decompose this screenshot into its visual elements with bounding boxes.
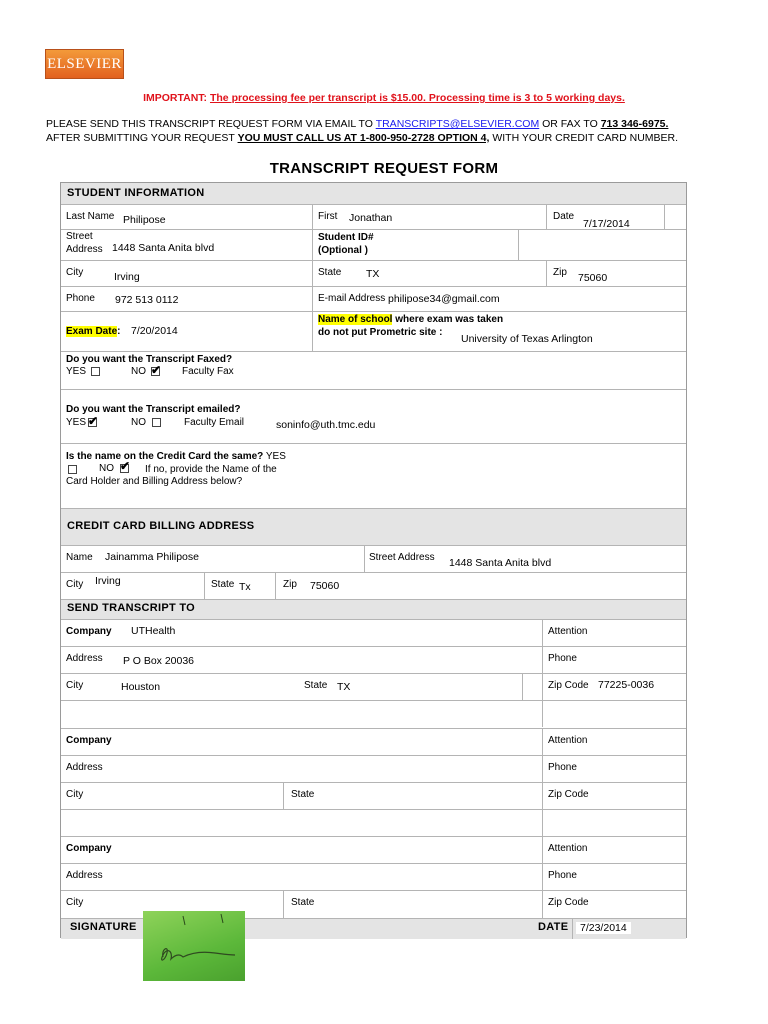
company-label: Company [66, 843, 112, 854]
street-address-field[interactable]: 1448 Santa Anita blvd [112, 242, 215, 254]
faxed-yes-checkbox[interactable] [91, 367, 100, 376]
state-field[interactable]: TX [366, 268, 380, 280]
school-label-note: do not put Prometric site : [318, 327, 443, 338]
billing-street-field[interactable]: 1448 Santa Anita blvd [449, 557, 552, 569]
faxed-yes-label: YES [66, 366, 87, 377]
school-field[interactable]: University of Texas Arlington [461, 333, 593, 345]
state-label: State [318, 267, 342, 278]
signature-label: SIGNATURE [70, 921, 137, 933]
zip-field[interactable]: 75060 [578, 272, 608, 284]
company-field[interactable]: UTHealth [131, 625, 176, 637]
first-name-field[interactable]: Jonathan [349, 212, 393, 224]
date-label: Date [553, 211, 575, 222]
phone-label: Phone [548, 762, 577, 773]
exam-date-label: Exam Date: [66, 326, 121, 337]
instruction-line-2 [46, 132, 678, 144]
attention-label: Attention [548, 626, 588, 637]
city-label: City [66, 267, 84, 278]
faxed-no-label: NO [131, 366, 146, 377]
city-label: City [66, 789, 84, 800]
attention-label: Attention [548, 843, 588, 854]
street-label: Street [66, 231, 93, 242]
card-note-2: Card Holder and Billing Address below? [66, 476, 243, 487]
company-label: Company [66, 735, 112, 746]
company-label: Company [66, 626, 112, 637]
instruction-text: PLEASE SEND THIS TRANSCRIPT REQUEST FORM VIA EMAIL TO [46, 118, 376, 130]
zip-code-label: Zip Code [548, 897, 589, 908]
student-id-optional: (Optional ) [318, 245, 368, 256]
emailed-no-checkbox[interactable] [152, 418, 161, 427]
city-field[interactable]: Irving [114, 271, 140, 283]
zip-code-label: Zip Code [548, 680, 589, 691]
handwritten-signature [143, 911, 245, 981]
transcript-request-form [60, 182, 687, 938]
instruction-text: AFTER SUBMITTING YOUR REQUEST [46, 132, 238, 144]
send-to-section-title: SEND TRANSCRIPT TO [67, 602, 196, 614]
signature-date-label: DATE [538, 921, 569, 933]
important-text: The processing fee per transcript is $15.00. Processing time is 3 to 5 working days. [209, 92, 625, 104]
billing-section-title: CREDIT CARD BILLING ADDRESS [67, 520, 255, 532]
state-label: State [304, 680, 328, 691]
email-field[interactable]: philipose34@gmail.com [388, 293, 500, 305]
card-no-label: NO [99, 463, 114, 474]
phone-label: Phone [548, 653, 577, 664]
zip-code-field[interactable]: 77225-0036 [598, 679, 655, 691]
zip-code-label: Zip Code [548, 789, 589, 800]
emailed-question: Do you want the Transcript emailed? [66, 404, 241, 415]
call-instruction: YOU MUST CALL US AT 1-800-950-2728 OPTION 4, [237, 132, 490, 144]
attention-label: Attention [548, 735, 588, 746]
instruction-line-1 [46, 118, 668, 130]
billing-street-label: Street Address [369, 552, 435, 563]
billing-city-field[interactable]: Irving [95, 575, 121, 587]
last-name-label: Last Name [66, 211, 115, 222]
billing-zip-field[interactable]: 75060 [310, 580, 340, 592]
important-notice [0, 92, 768, 104]
form-title: TRANSCRIPT REQUEST FORM [269, 160, 499, 177]
first-name-label: First [318, 211, 338, 222]
important-label: IMPORTANT: [143, 92, 208, 104]
city-label: City [66, 897, 84, 908]
address-label: Address [66, 762, 103, 773]
last-name-field[interactable]: Philipose [123, 214, 166, 226]
address-label: Address [66, 244, 103, 255]
signature-image [143, 911, 245, 981]
exam-date-field[interactable]: 7/20/2014 [131, 325, 178, 337]
checkmark-icon: ✔ [151, 363, 162, 377]
email-link[interactable]: TRANSCRIPTS@ELSEVIER.COM [375, 118, 540, 130]
card-yes-checkbox[interactable] [68, 465, 77, 474]
instruction-text: OR FAX TO [539, 118, 601, 130]
checkmark-icon: ✔ [120, 459, 131, 473]
city-field[interactable]: Houston [121, 681, 161, 693]
faculty-email-field[interactable]: soninfo@uth.tmc.edu [276, 419, 376, 431]
faculty-email-label: Faculty Email [184, 417, 245, 428]
address-field[interactable]: P O Box 20036 [123, 655, 195, 667]
signature-date-field[interactable]: 7/23/2014 [576, 922, 631, 934]
state-label: State [291, 789, 315, 800]
instruction-text: WITH YOUR CREDIT CARD NUMBER. [489, 132, 679, 144]
student-section-title: STUDENT INFORMATION [67, 187, 205, 199]
card-note-1: If no, provide the Name of the [145, 464, 277, 475]
billing-state-field[interactable]: Tx [239, 581, 251, 593]
faculty-fax-label: Faculty Fax [182, 366, 234, 377]
zip-label: Zip [553, 267, 567, 278]
checkmark-icon: ✔ [88, 414, 99, 428]
emailed-no-label: NO [131, 417, 146, 428]
faxed-question: Do you want the Transcript Faxed? [66, 354, 233, 365]
address-label: Address [66, 653, 103, 664]
billing-city-label: City [66, 579, 84, 590]
address-label: Address [66, 870, 103, 881]
school-label: Name of school where exam was taken [318, 314, 504, 325]
billing-zip-label: Zip [283, 579, 297, 590]
billing-name-field[interactable]: Jainamma Philipose [105, 551, 199, 563]
emailed-yes-label: YES [66, 417, 87, 428]
billing-state-label: State [211, 579, 235, 590]
elsevier-logo: ELSEVIER [45, 49, 124, 79]
state-label: State [291, 897, 315, 908]
card-question: Is the name on the Credit Card the same? YES [66, 451, 286, 462]
email-label: E-mail Address [318, 293, 386, 304]
phone-label: Phone [548, 870, 577, 881]
date-field[interactable]: 7/17/2014 [583, 218, 630, 230]
fax-number: 713 346-6975. [600, 118, 669, 130]
city-label: City [66, 680, 84, 691]
phone-field[interactable]: 972 513 0112 [115, 294, 179, 306]
state-field[interactable]: TX [337, 681, 351, 693]
phone-label: Phone [66, 293, 95, 304]
student-id-label: Student ID# [318, 232, 374, 243]
billing-name-label: Name [66, 552, 93, 563]
